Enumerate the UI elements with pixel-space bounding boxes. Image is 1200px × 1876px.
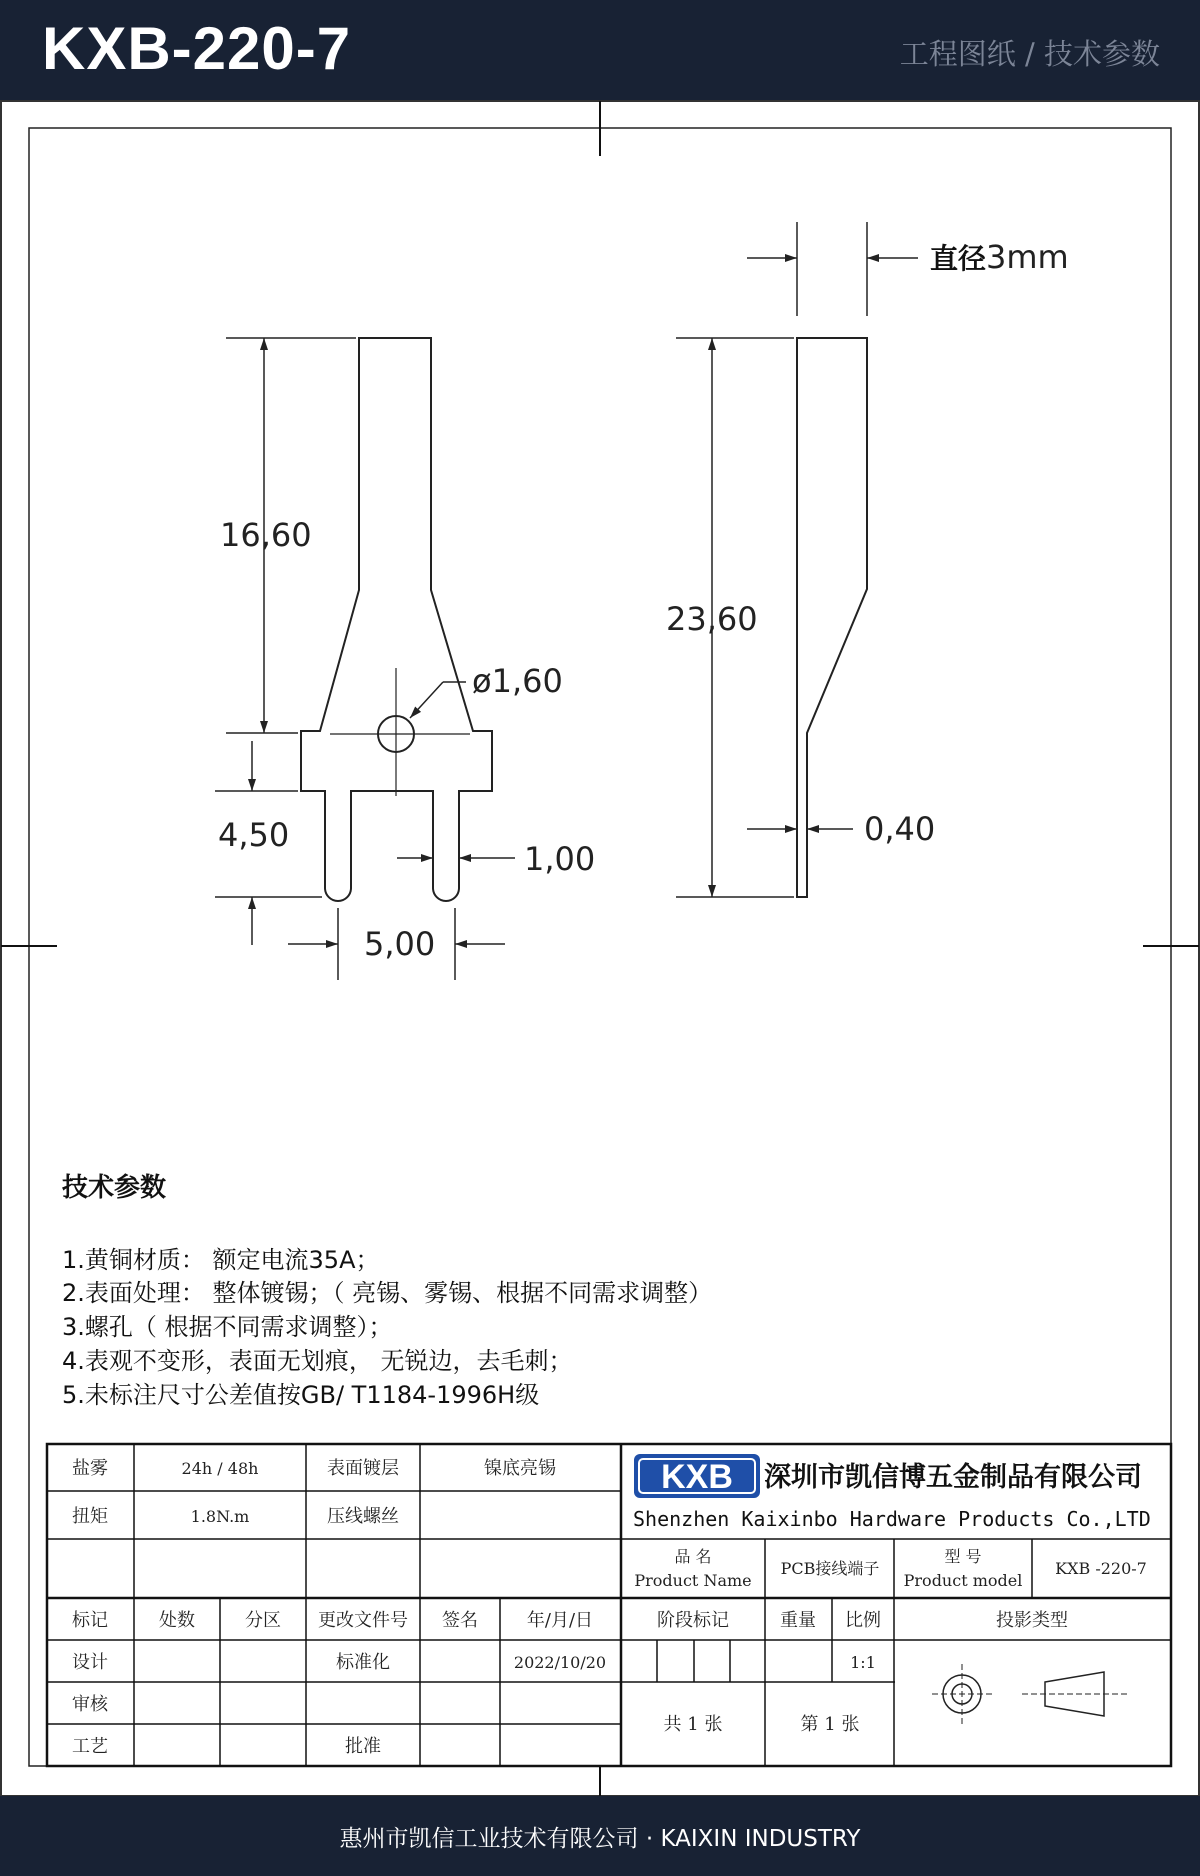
side-view	[797, 338, 867, 897]
outer-frame	[1, 101, 1199, 1796]
row-craft: 工艺	[72, 1736, 108, 1757]
dim-diameter-label: 直径	[930, 242, 987, 275]
tb-plating-value: 镍底亮锡	[484, 1458, 556, 1479]
terminal-outline-side	[797, 338, 867, 897]
hdr-date: 年/月/日	[526, 1610, 594, 1631]
dim-thickness: 0,40	[864, 810, 936, 848]
tech-item-1: 1.黄铜材质： 额定电流35A；	[62, 1246, 380, 1274]
product-name-label-cn: 品 名	[674, 1547, 712, 1566]
dim-pin-width: 1,00	[524, 840, 596, 878]
dim-hole-diameter: ø1,60	[472, 662, 563, 700]
product-model-label-cn: 型 号	[944, 1547, 982, 1566]
hdr-signature: 签名	[442, 1610, 478, 1631]
product-name-label-en: Product Name	[634, 1571, 752, 1590]
hdr-weight: 重量	[780, 1610, 816, 1631]
tech-item-4: 4.表观不变形，表面无划痕， 无锐边，去毛刺；	[62, 1347, 573, 1375]
dim-upper-length: 16,60	[220, 516, 312, 554]
tech-title: 技术参数	[62, 1173, 167, 1203]
tech-item-5: 5.未标注尺寸公差值按GB/ T1184-1996H级	[62, 1381, 540, 1409]
tb-plating-label: 表面镀层	[327, 1458, 399, 1479]
front-view	[301, 338, 492, 901]
tb-torque-value: 1.8N.m	[190, 1507, 250, 1526]
company-logo	[634, 1454, 760, 1498]
tech-item-2: 2.表面处理： 整体镀锡；（ 亮锡、雾锡、根据不同需求调整）	[62, 1279, 713, 1307]
dim-pin-pitch: 5,00	[364, 925, 436, 963]
hdr-mark: 标记	[72, 1610, 108, 1631]
tb-screw-label: 压线螺丝	[327, 1506, 399, 1527]
hdr-zone: 分区	[245, 1610, 281, 1631]
dim-lower-length: 4,50	[218, 816, 290, 854]
footer-text: 惠州市凯信工业技术有限公司 · KAIXIN INDUSTRY	[339, 1826, 861, 1852]
row-standard: 标准化	[336, 1652, 390, 1673]
tb-salt-value: 24h / 48h	[181, 1459, 259, 1478]
tb-salt-label: 盐雾	[72, 1458, 108, 1479]
hdr-stage: 阶段标记	[657, 1610, 729, 1631]
terminal-outline-front	[301, 338, 492, 901]
footer-bar	[0, 1796, 1200, 1876]
hdr-count: 处数	[159, 1610, 195, 1631]
company-name-en: Shenzhen Kaixinbo Hardware Products Co.,LTD	[633, 1507, 1151, 1531]
sheets-total: 共 1 张	[663, 1714, 723, 1735]
hdr-change-doc: 更改文件号	[318, 1610, 408, 1631]
row-approve: 批准	[345, 1736, 381, 1757]
front-dimensions	[215, 338, 515, 980]
row-scale-value: 1:1	[850, 1653, 876, 1672]
row-review: 审核	[72, 1694, 108, 1715]
page-subtitle: 工程图纸 / 技术参数	[899, 37, 1160, 71]
hdr-scale: 比例	[845, 1610, 881, 1631]
sheet-number: 第 1 张	[800, 1714, 860, 1735]
model-title: KXB-220-7	[42, 15, 352, 82]
row-date-value: 2022/10/20	[513, 1653, 607, 1672]
company-name-cn: 深圳市凯信博五金制品有限公司	[764, 1462, 1142, 1493]
hdr-projection: 投影类型	[996, 1610, 1068, 1631]
dim-diameter-value: 3mm	[986, 238, 1069, 276]
product-model-value: KXB -220-7	[1055, 1559, 1147, 1578]
tb-torque-label: 扭矩	[72, 1506, 108, 1527]
logo-text: KXB	[661, 1458, 733, 1496]
row-design: 设计	[72, 1652, 108, 1673]
product-name-value: PCB接线端子	[780, 1559, 880, 1578]
dim-total-length: 23,60	[666, 600, 758, 638]
product-model-label-en: Product model	[903, 1571, 1023, 1590]
tech-item-3: 3.螺孔（ 根据不同需求调整）；	[62, 1313, 393, 1341]
projection-symbol	[932, 1664, 1128, 1724]
